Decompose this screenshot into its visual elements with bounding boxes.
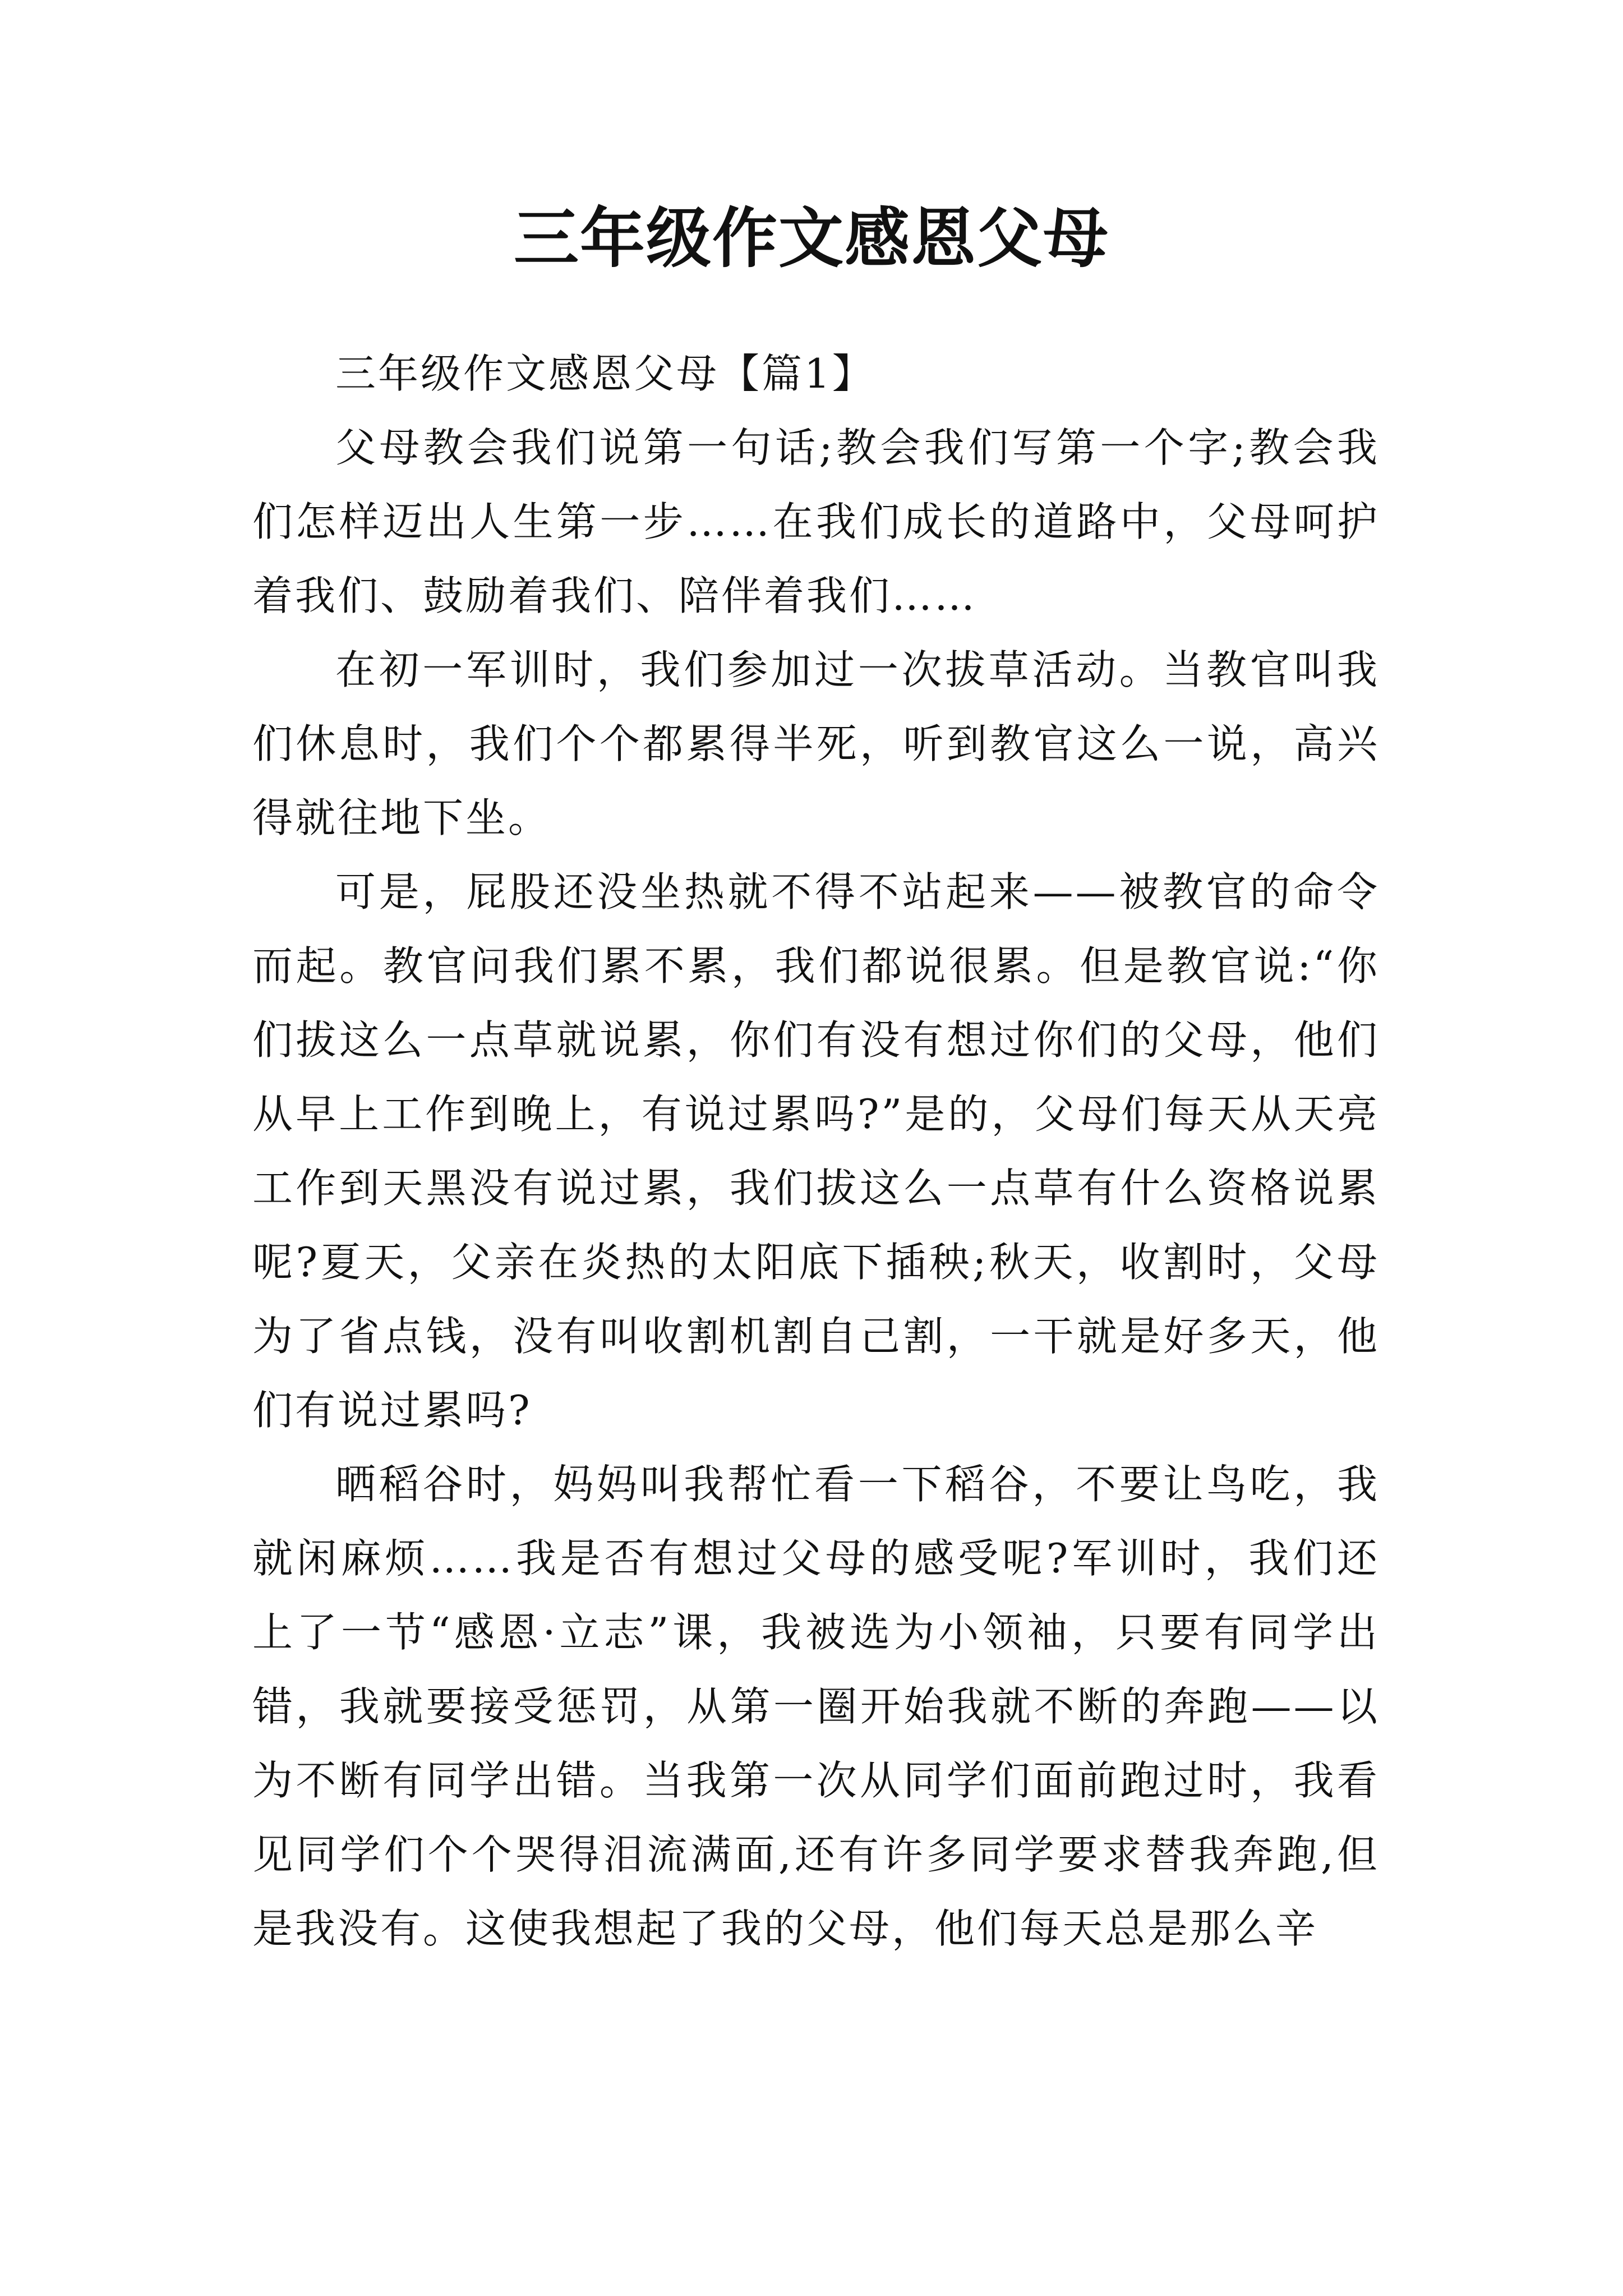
paragraph: 在初一军训时，我们参加过一次拔草活动。当教官叫我们休息时，我们个个都累得半死，听到教官这么一说，高兴得就往地下坐。 xyxy=(252,646,1380,841)
section-heading: 三年级作文感恩父母【篇1】 xyxy=(335,350,875,397)
paragraph: 晒稻谷时，妈妈叫我帮忙看一下稻谷，不要让鸟吃，我就闲麻烦……我是否有想过父母的感受呢?军训时，我们还上了一节“感恩·立志”课，我被选为小领袖，只要有同学出错，我就要接受惩罚，从第一圈开始我就不断的奔跑——以为不断有同学出错。当我第一次从同学们面前跑过时，我看见同学们个个哭得泪流满面,还有许多同学要求替我奔跑,但是我没有。这使我想起了我的父母，他们每天总是那么辛 xyxy=(252,1461,1380,1952)
document-body xyxy=(252,337,1380,1966)
paragraph: 父母教会我们说第一句话;教会我们写第一个字;教会我们怎样迈出人生第一步……在我们成长的道路中，父母呵护着我们、鼓励着我们、陪伴着我们…… xyxy=(252,424,1380,619)
paragraph: 可是，屁股还没坐热就不得不站起来——被教官的命令而起。教官问我们累不累，我们都说很累。但是教官说:“你们拔这么一点草就说累，你们有没有想过你们的父母，他们从早上工作到晚上，有说过累吗?”是的，父母们每天从天亮工作到天黑没有说过累，我们拔这么一点草有什么资格说累呢?夏天，父亲在炎热的太阳底下插秧;秋天，收割时，父母为了省点钱，没有叫收割机割自己割，一干就是好多天，他们有说过累吗? xyxy=(252,868,1380,1434)
document-title: 三年级作文感恩父母 xyxy=(514,200,1109,277)
